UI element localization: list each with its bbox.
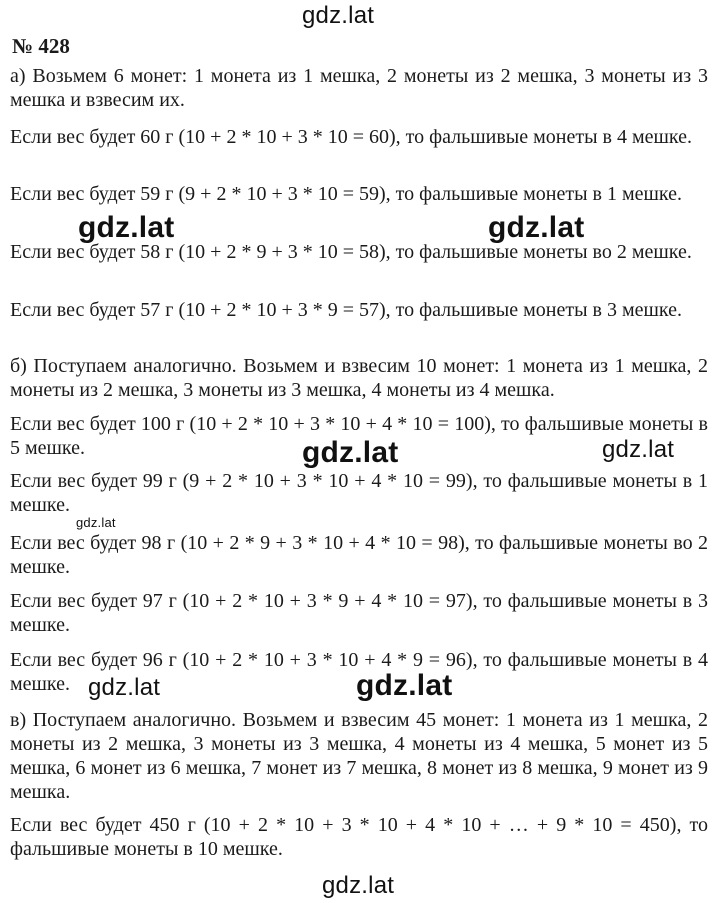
paragraph-a-58: Если вес будет 58 г (10 + 2 * 9 + 3 * 10 = 58), то фальшивые монеты во 2 мешке.: [10, 241, 692, 263]
paragraph-b-99: Если вес будет 99 г (9 + 2 * 10 + 3 * 10 + 4 * 10 = 99), то фальшивые монеты в 1 мешке.: [10, 470, 708, 516]
paragraph-c-intro: в) Поступаем аналогично. Возьмем и взвесим 45 монет: 1 монета из 1 мешка, 2 монеты из 2 мешка, 3 монеты из 3 мешка, 4 монеты из 4 мешка, 5 монет из 5 мешка, 6 монет из 6 мешка, 7 монет из 7 мешка, 8 монет из 8 мешка, 9 монет из 9 мешка.: [10, 709, 708, 803]
paragraph-b-96: Если вес будет 96 г (10 + 2 * 10 + 3 * 10 + 4 * 9 = 96), то фальшивые монеты в 4 мешке.: [10, 649, 708, 695]
problem-title: № 428: [12, 34, 70, 58]
watermark-bottom: gdz.lat: [322, 872, 395, 899]
watermark-row1-right: gdz.lat: [488, 211, 585, 244]
paragraph-a-intro: а) Возьмем 6 монет: 1 монета из 1 мешка, 2 монеты из 2 мешка, 3 монеты из 3 мешка и взвесим их.: [10, 65, 708, 111]
paragraph-b-100: Если вес будет 100 г (10 + 2 * 10 + 3 * 10 + 4 * 10 = 100), то фальшивые монеты в 5 мешке.: [10, 413, 708, 459]
watermark-row1-left: gdz.lat: [78, 211, 175, 244]
paragraph-a-59: Если вес будет 59 г (9 + 2 * 10 + 3 * 10 = 59), то фальшивые монеты в 1 мешке.: [10, 183, 683, 205]
watermark-row2-right: gdz.lat: [602, 436, 675, 463]
paragraph-a-57: Если вес будет 57 г (10 + 2 * 10 + 3 * 9 = 57), то фальшивые монеты в 3 мешке.: [10, 299, 683, 321]
watermark-top: gdz.lat: [302, 2, 375, 29]
watermark-row2-center: gdz.lat: [302, 436, 399, 469]
paragraph-b-98: Если вес будет 98 г (10 + 2 * 9 + 3 * 10 + 4 * 10 = 98), то фальшивые монеты во 2 мешке.: [10, 532, 708, 578]
watermark-small: gdz.lat: [76, 515, 116, 530]
paragraph-c-450: Если вес будет 450 г (10 + 2 * 10 + 3 * 10 + 4 * 10 + … + 9 * 10 = 450), то фальшивые монеты в 10 мешке.: [10, 814, 708, 860]
paragraph-a-60: Если вес будет 60 г (10 + 2 * 10 + 3 * 10 = 60), то фальшивые монеты в 4 мешке.: [10, 126, 693, 148]
watermark-row3-center: gdz.lat: [356, 669, 453, 702]
paragraph-b-97: Если вес будет 97 г (10 + 2 * 10 + 3 * 9 + 4 * 10 = 97), то фальшивые монеты в 3 мешке.: [10, 590, 708, 636]
watermark-row3-left: gdz.lat: [88, 674, 161, 701]
paragraph-b-intro: б) Поступаем аналогично. Возьмем и взвесим 10 монет: 1 монета из 1 мешка, 2 монеты из 2 мешка, 3 монеты из 3 мешка, 4 монеты из 4 мешка.: [10, 355, 708, 401]
